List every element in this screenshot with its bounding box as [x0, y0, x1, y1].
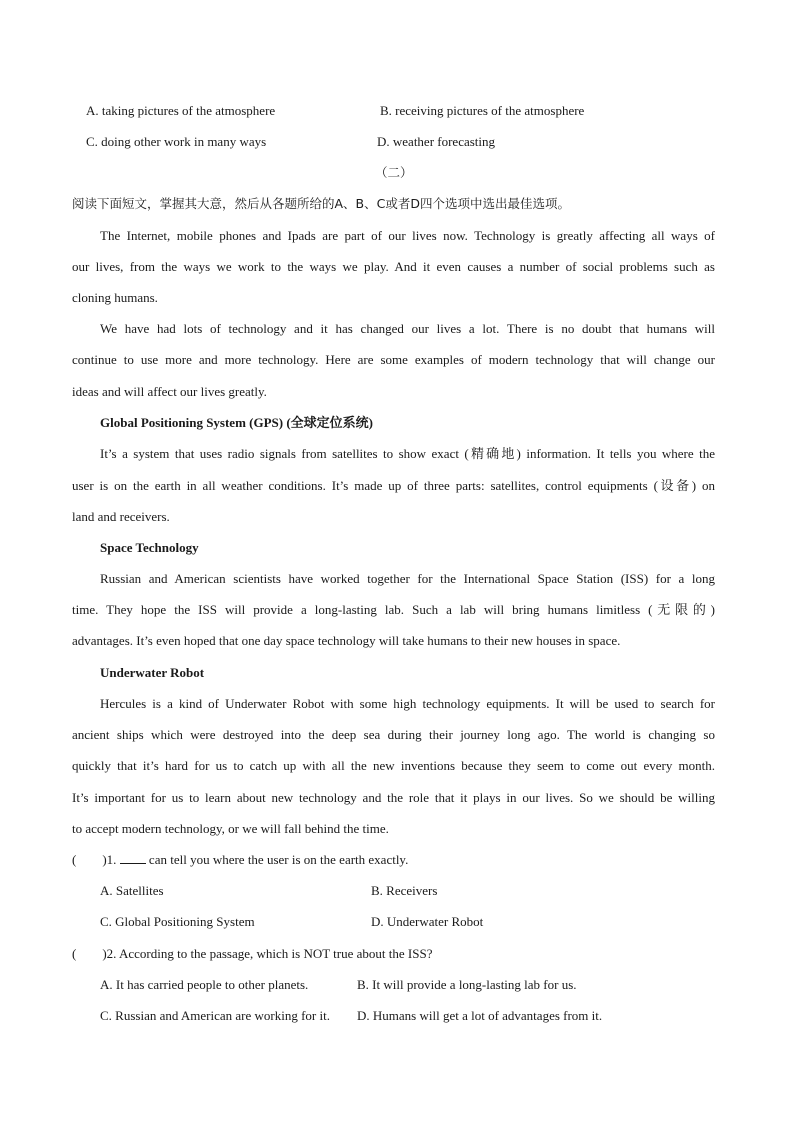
paragraph-2-line-2: continue to use more and more technology. Here are some examples of modern technology that will change our	[72, 352, 715, 367]
q1-option-a[interactable]: A. Satellites	[100, 883, 164, 898]
robot-line-5: to accept modern technology, or we will fall behind the time.	[72, 821, 389, 836]
q2-option-b[interactable]: B. It will provide a long-lasting lab for us.	[357, 977, 577, 992]
q1-option-b[interactable]: B. Receivers	[371, 883, 438, 898]
paragraph-2-line-3: ideas and will affect our lives greatly.	[72, 384, 267, 399]
gps-line-1: It’s a system that uses radio signals from satellites to show exact (精确地) information. It tells you where the	[100, 446, 715, 461]
gps-heading: Global Positioning System (GPS) (全球定位系统)	[100, 415, 374, 430]
question-2	[72, 946, 432, 962]
q2-option-a[interactable]: A. It has carried people to other planets.	[100, 977, 309, 992]
space-heading: Space Technology	[100, 540, 199, 555]
paragraph-1-line-2: our lives, from the ways we work to the ways we play. And it even causes a number of social problems such as	[72, 259, 715, 274]
q1-option-c[interactable]: C. Global Positioning System	[100, 914, 255, 929]
fill-in-blank[interactable]	[120, 852, 146, 864]
q1-option-d[interactable]: D. Underwater Robot	[371, 914, 484, 929]
question-1-number: 1.	[106, 852, 117, 867]
instructions: 阅读下面短文，掌握其大意，然后从各题所给的A、B、C或者D四个选项中选出最佳选项。	[72, 196, 570, 211]
robot-line-2: ancient ships which were destroyed into the deep sea during their journey long ago. The world is changing so	[72, 727, 715, 742]
prev-option-b: B. receiving pictures of the atmosphere	[380, 103, 585, 118]
paragraph-1-line-3: cloning humans.	[72, 290, 158, 305]
q2-option-d[interactable]: D. Humans will get a lot of advantages from it.	[357, 1008, 603, 1023]
question-2-stem: According to the passage, which is NOT true about the ISS?	[118, 946, 433, 961]
prev-option-a: A. taking pictures of the atmosphere	[86, 103, 276, 118]
question-1	[72, 852, 408, 868]
prev-option-d: D. weather forecasting	[377, 134, 496, 149]
prev-option-c: C. doing other work in many ways	[86, 134, 267, 149]
space-line-2: time. They hope the ISS will provide a long-lasting lab. Such a lab will bring humans limitless (无限的)	[72, 602, 715, 617]
answer-bracket-2[interactable]: ( )	[72, 946, 107, 961]
robot-line-1: Hercules is a kind of Underwater Robot with some high technology equipments. It will be used to search for	[100, 696, 715, 711]
gps-line-2: user is on the earth in all weather conditions. It’s made up of three parts: satellites, control equipments (设备) on	[72, 478, 715, 493]
gps-line-3: land and receivers.	[72, 509, 170, 524]
question-1-stem: can tell you where the user is on the earth exactly.	[148, 852, 409, 867]
space-line-1: Russian and American scientists have worked together for the International Space Station (ISS) for a long	[100, 571, 715, 586]
paragraph-1-line-1: The Internet, mobile phones and Ipads are part of our lives now. Technology is greatly affecting all ways of	[100, 228, 715, 243]
robot-line-3: quickly that it’s hard for us to catch up with all the new inventions because they seem to come out every month.	[72, 758, 715, 773]
q2-option-c[interactable]: C. Russian and American are working for it.	[100, 1008, 330, 1023]
robot-line-4: It’s important for us to learn about new technology and the role that it plays in our lives. So we should be willing	[72, 790, 715, 805]
section-number: （二）	[375, 165, 413, 180]
paragraph-2-line-1: We have had lots of technology and it has changed our lives a lot. There is no doubt that humans will	[100, 321, 715, 336]
space-line-3: advantages. It’s even hoped that one day space technology will take humans to their new houses in space.	[72, 633, 621, 648]
robot-heading: Underwater Robot	[100, 665, 205, 680]
question-2-number: 2.	[106, 946, 117, 961]
answer-bracket-1[interactable]: ( )	[72, 852, 107, 867]
